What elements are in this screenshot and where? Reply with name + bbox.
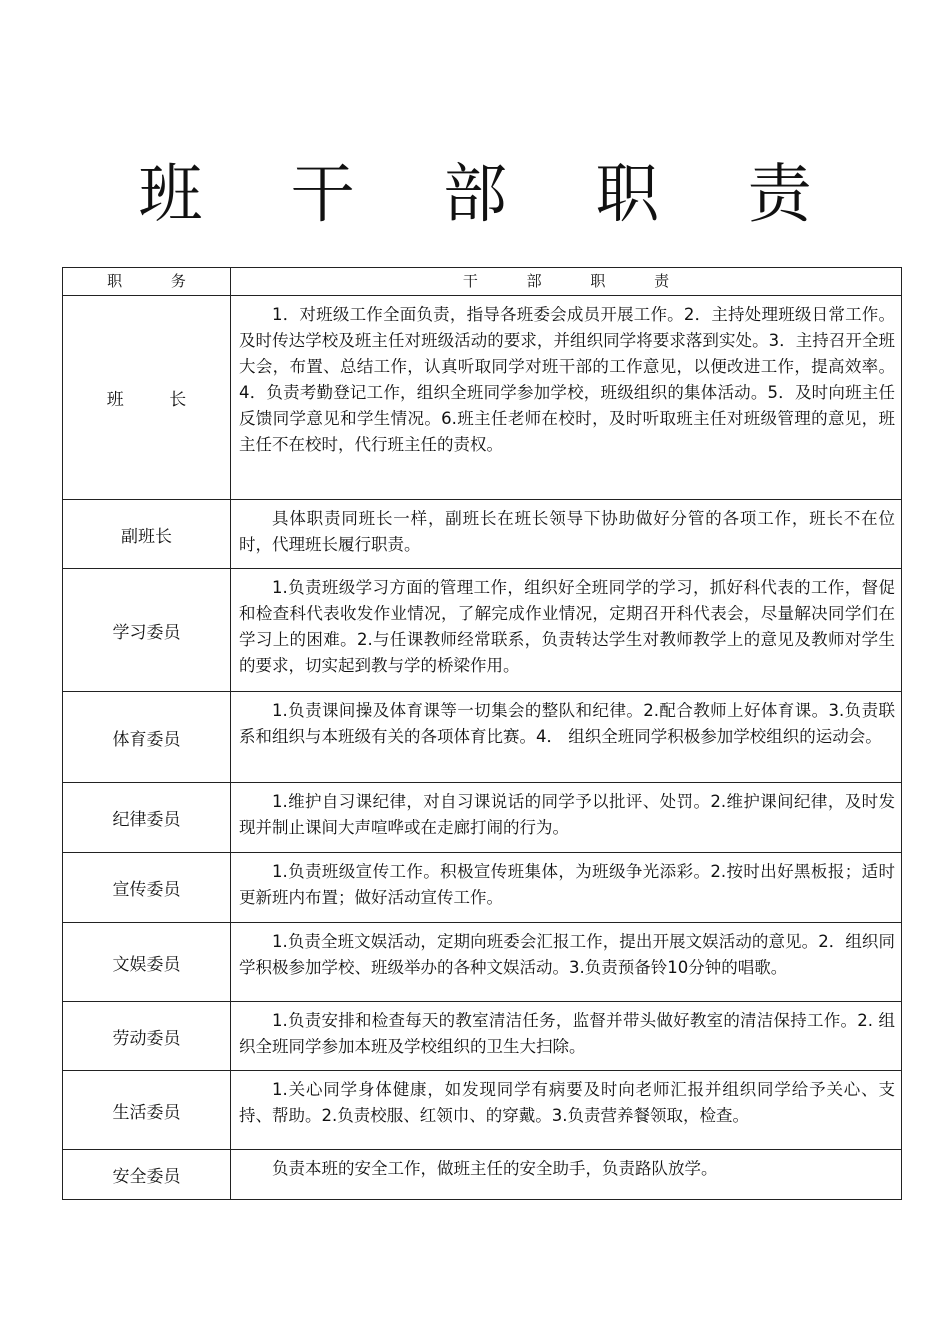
duties-table [62,267,902,1200]
table-row [63,500,902,569]
table-row [63,1071,902,1150]
duty-cell: 1．对班级工作全面负责，指导各班委会成员开展工作。2．主持处理班级日常工作。及时传达学校及班主任对班级活动的要求，并组织同学将要求落到实处。3．主持召开全班大会，布置、总结工作，认真听取同学对班干部的工作意见，以便改进工作，提高效率。4．负责考勤登记工作，组织全班同学参加学校，班级组织的集体活动。5．及时向班主任反馈同学意见和学生情况。6.班主任老师在校时，及时听取班主任对班级管理的意见，班主任不在校时，代行班主任的责权。 [231,296,902,500]
duty-cell: 1.负责班级学习方面的管理工作，组织好全班同学的学习，抓好科代表的工作，督促和检查科代表收发作业情况，了解完成作业情况，定期召开科代表会，尽量解决同学们在学习上的困难。2.与任课教师经常联系，负责转达学生对教师教学上的意见及教师对学生的要求，切实起到教与学的桥梁作用。 [231,569,902,692]
table-row [63,692,902,783]
duty-cell: 1.负责全班文娱活动，定期向班委会汇报工作，提出开展文娱活动的意见。2．组织同学积极参加学校、班级举办的各种文娱活动。3.负责预备铃10分钟的唱歌。 [231,923,902,1002]
duty-cell: 1.负责班级宣传工作。积极宣传班集体，为班级争光添彩。2.按时出好黑板报；适时更新班内布置；做好活动宣传工作。 [231,853,902,923]
role-cell: 体育委员 [63,692,231,783]
role-cell: 纪律委员 [63,783,231,853]
role-cell: 生活委员 [63,1071,231,1150]
table-row [63,853,902,923]
header-duty: 干 部 职 责 [231,268,902,296]
role-cell: 副班长 [63,500,231,569]
table-row [63,569,902,692]
table-row [63,1002,902,1071]
duty-cell: 负责本班的安全工作，做班主任的安全助手，负责路队放学。 [231,1150,902,1200]
page-title: 班 干 部 职 责 [138,157,846,232]
table-row [63,783,902,853]
duty-cell: 1.维护自习课纪律，对自习课说话的同学予以批评、处罚。2.维护课间纪律，及时发现并制止课间大声喧哗或在走廊打闹的行为。 [231,783,902,853]
table-row [63,1150,902,1200]
duty-cell: 1.负责安排和检查每天的教室清洁任务，监督并带头做好教室的清洁保持工作。2. 组织全班同学参加本班及学校组织的卫生大扫除。 [231,1002,902,1071]
role-cell: 安全委员 [63,1150,231,1200]
table-row [63,296,902,500]
role-cell: 劳动委员 [63,1002,231,1071]
header-role: 职 务 [63,268,231,296]
role-cell: 班 长 [63,296,231,500]
role-cell: 文娱委员 [63,923,231,1002]
table-header-row [63,268,902,296]
role-cell: 学习委员 [63,569,231,692]
duty-cell: 1.负责课间操及体育课等一切集会的整队和纪律。2.配合教师上好体育课。3.负责联系和组织与本班级有关的各项体育比赛。4． 组织全班同学积极参加学校组织的运动会。 [231,692,902,783]
table-row [63,923,902,1002]
duty-cell: 1.关心同学身体健康，如发现同学有病要及时向老师汇报并组织同学给予关心、支持、帮助。2.负责校服、红领巾、的穿戴。3.负责营养餐领取，检查。 [231,1071,902,1150]
role-cell: 宣传委员 [63,853,231,923]
duty-cell: 具体职责同班长一样，副班长在班长领导下协助做好分管的各项工作，班长不在位时，代理班长履行职责。 [231,500,902,569]
